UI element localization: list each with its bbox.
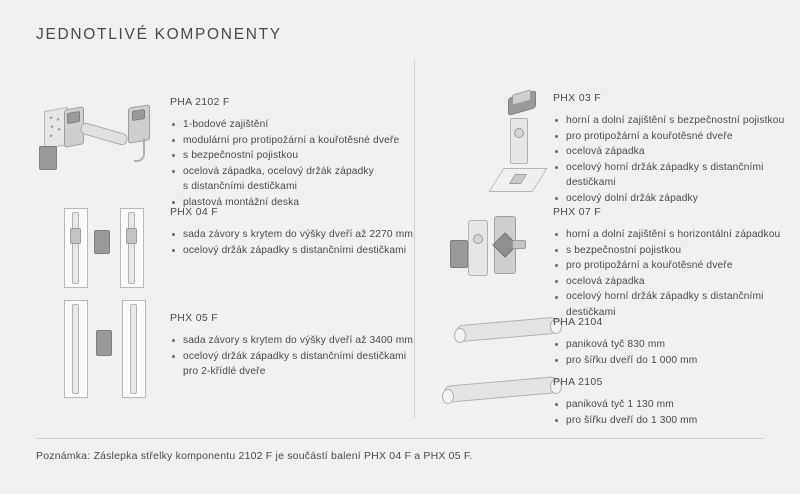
component-code: PHX 07 F — [553, 206, 601, 218]
handle-hook-icon — [134, 138, 145, 162]
component-block-phx-04-f — [170, 206, 420, 258]
panic-bar-icon-2 — [443, 376, 558, 403]
component-feature-list — [553, 397, 793, 428]
bolt-rod-left-icon-2 — [72, 304, 79, 394]
component-code: PHA 2105 — [553, 376, 603, 388]
cylinder-icon — [514, 128, 524, 138]
list-item: s bezpečnostní pojistkou — [170, 148, 410, 164]
component-block-phx-05-f — [170, 312, 420, 380]
component-code: PHA 2104 — [553, 316, 603, 328]
list-item: pro protipožární a kouřotěsné dveře — [553, 129, 793, 145]
list-item-continuation: destičkami — [566, 177, 616, 189]
list-item: ocelová západka, ocelový držák západky — [170, 164, 410, 180]
cylinder-icon-2 — [473, 234, 483, 244]
component-feature-list — [553, 227, 793, 321]
component-block-pha-2102-f — [170, 96, 410, 211]
striker-plate-icon — [39, 146, 57, 170]
bolt-rod-left-icon — [72, 212, 79, 284]
note-divider — [36, 438, 764, 439]
list-item: sada závory s krytem do výšky dveří až 3400 mm — [170, 333, 420, 349]
list-item: plastová montážní deska — [170, 195, 410, 211]
list-item: ocelová západka — [553, 144, 793, 160]
list-item: paniková tyč 1 130 mm — [553, 397, 793, 413]
component-feature-list — [170, 333, 420, 380]
latch-holder-icon — [94, 230, 110, 254]
component-code: PHX 05 F — [170, 312, 218, 324]
bolt-cover-right-icon — [126, 228, 137, 244]
list-item: sada závory s krytem do výšky dveří až 2270 mm — [170, 227, 420, 243]
component-block-phx-03-f — [553, 92, 793, 207]
list-item-continuation: destičkami — [566, 306, 616, 318]
list-item: pro šířku dveří do 1 300 mm — [553, 413, 793, 429]
list-item: ocelový dolní držák západky — [553, 191, 793, 207]
list-item: ocelový horní držák západky s distančními — [553, 289, 793, 305]
component-block-pha-2105 — [553, 376, 793, 428]
illustration-phx-07-f — [448, 212, 548, 292]
component-feature-list — [553, 113, 793, 207]
list-item: modulární pro protipožární a kouřotěsné dveře — [170, 133, 410, 149]
bolt-cover-left-icon — [70, 228, 81, 244]
bolt-rod-right-icon — [128, 212, 135, 284]
list-item: paniková tyč 830 mm — [553, 337, 793, 353]
list-item: ocelový horní držák západky s distančními — [553, 160, 793, 176]
component-code: PHA 2102 F — [170, 96, 230, 108]
mounting-plate-holes-icon — [48, 113, 62, 141]
component-code: PHX 04 F — [170, 206, 218, 218]
illustration-pha-2105 — [440, 378, 562, 404]
list-item: ocelový držák západky s distančními destičkami — [170, 349, 420, 365]
side-mount-plate-icon — [450, 240, 468, 268]
component-feature-list — [170, 227, 420, 258]
list-item: pro šířku dveří do 1 000 mm — [553, 353, 793, 369]
component-feature-list — [553, 337, 793, 368]
list-item: pro protipožární a kouřotěsné dveře — [553, 258, 793, 274]
lock-latch-icon — [67, 111, 80, 124]
component-block-phx-07-f — [553, 206, 793, 321]
panic-bar-cap-left-icon-2 — [442, 389, 454, 404]
list-item: ocelový držák západky s distančními destičkami — [170, 243, 420, 259]
component-feature-list — [170, 117, 410, 211]
list-item: horní a dolní zajištění s horizontální západkou — [553, 227, 793, 243]
footnote: Poznámka: Záslepka střelky komponentu 2102 F je součástí balení PHX 04 F a PHX 05 F. — [36, 450, 473, 462]
panic-bar-cap-left-icon — [454, 328, 466, 343]
latch-holder-icon-2 — [96, 330, 112, 356]
secondary-latch-icon — [132, 109, 145, 121]
panic-arm-icon — [79, 122, 128, 147]
component-block-pha-2104 — [553, 316, 793, 368]
page-title: JEDNOTLIVÉ KOMPONENTY — [36, 26, 282, 43]
list-item: ocelová západka — [553, 274, 793, 290]
panic-bar-icon — [455, 317, 558, 343]
illustration-pha-2104 — [452, 318, 562, 344]
lock-cover-left-icon — [468, 220, 488, 276]
list-item: s bezpečnostní pojistkou — [553, 243, 793, 259]
bolt-rod-right-icon-2 — [130, 304, 137, 394]
illustration-phx-04-f — [60, 208, 160, 286]
bolt-tip-icon — [512, 240, 526, 249]
component-code: PHX 03 F — [553, 92, 601, 104]
list-item-continuation: pro 2-křídlé dveře — [183, 366, 266, 378]
illustration-phx-05-f — [60, 300, 160, 396]
illustration-pha-2102-f — [36, 100, 156, 175]
list-item-continuation: s distančními destičkami — [183, 181, 298, 193]
list-item: 1-bodové zajištění — [170, 117, 410, 133]
list-item: horní a dolní zajištění s bezpečnostní pojistkou — [553, 113, 793, 129]
vertical-cover-icon — [510, 118, 528, 164]
